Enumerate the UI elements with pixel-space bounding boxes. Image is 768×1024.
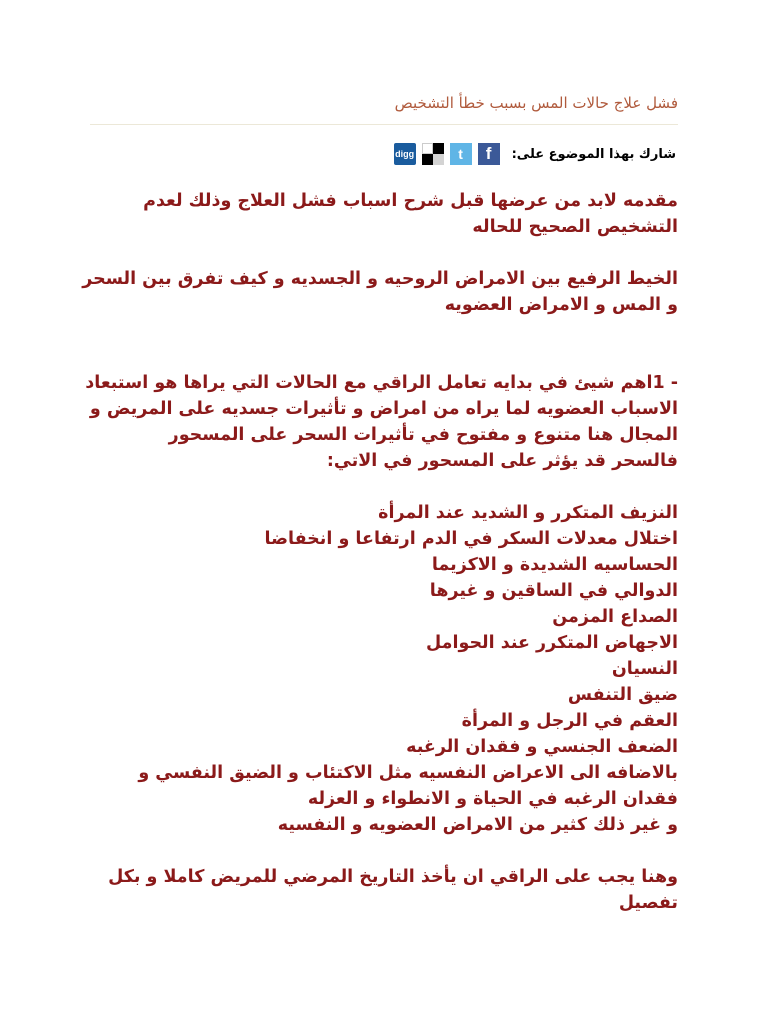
digg-glyph: digg	[395, 149, 415, 159]
symptom-item: الضعف الجنسي و فقدان الرغبه	[406, 737, 678, 757]
intro-paragraph-2: الخيط الرفيع بين الامراض الروحيه و الجسديه و كيف تفرق بين السحر و المس و الامراض العضويه	[82, 269, 678, 315]
symptom-item: الحساسيه الشديدة و الاكزيما	[431, 555, 678, 575]
point-1-paragraph: - 1اهم شيئ في بدايه تعامل الراقي مع الحالات التي يراها هو استبعاد الاسباب العضويه لما يراه من امراض و تأثيرات جسديه على المريض و المجال هنا متنوع و مفتوح في تأثيرات السحر على المسحور	[85, 373, 678, 445]
symptom-item: الصداع المزمن	[552, 607, 678, 627]
digg-icon[interactable]	[394, 143, 416, 165]
article-title[interactable]: فشل علاج حالات المس بسبب خطأ التشخيص	[394, 94, 678, 112]
symptom-item: اختلال معدلات السكر في الدم ارتفاعا و انخفاضا	[264, 529, 678, 549]
closing-paragraph: وهنا يجب على الراقي ان يأخذ التاريخ المرضي للمريض كاملا و بكل تفصيل	[108, 867, 678, 913]
title-divider	[90, 124, 678, 125]
symptom-item: الدوالي في الساقين و غيرها	[429, 581, 678, 601]
facebook-glyph: f	[485, 144, 492, 163]
delicious-icon[interactable]	[422, 143, 444, 165]
twitter-glyph: t	[458, 146, 463, 162]
share-bar	[394, 143, 676, 165]
point-1-lead: فالسحر قد يؤثر على المسحور في الاتي:	[326, 451, 678, 471]
symptom-item: العقم في الرجل و المرأة	[461, 711, 678, 731]
symptom-item: و غير ذلك كثير من الامراض العضويه و النفسيه	[277, 815, 678, 835]
facebook-icon[interactable]	[478, 143, 500, 165]
symptom-item: النسيان	[611, 659, 678, 679]
twitter-icon[interactable]	[450, 143, 472, 165]
share-label: شارك بهذا الموضوع على:	[511, 146, 676, 162]
symptom-item: ضيق التنفس	[567, 685, 678, 705]
symptom-item: بالاضافه الى الاعراض النفسيه مثل الاكتئاب و الضيق النفسي و فقدان الرغبه في الحياة و الانطواء و العزله	[138, 763, 678, 809]
article-body	[78, 188, 678, 916]
intro-paragraph-1: مقدمه لابد من عرضها قبل شرح اسباب فشل العلاج وذلك لعدم التشخيص الصحيح للحاله	[143, 191, 678, 237]
symptom-item: الاجهاض المتكرر عند الحوامل	[426, 633, 678, 653]
symptom-item: النزيف المتكرر و الشديد عند المرأة	[378, 503, 678, 523]
